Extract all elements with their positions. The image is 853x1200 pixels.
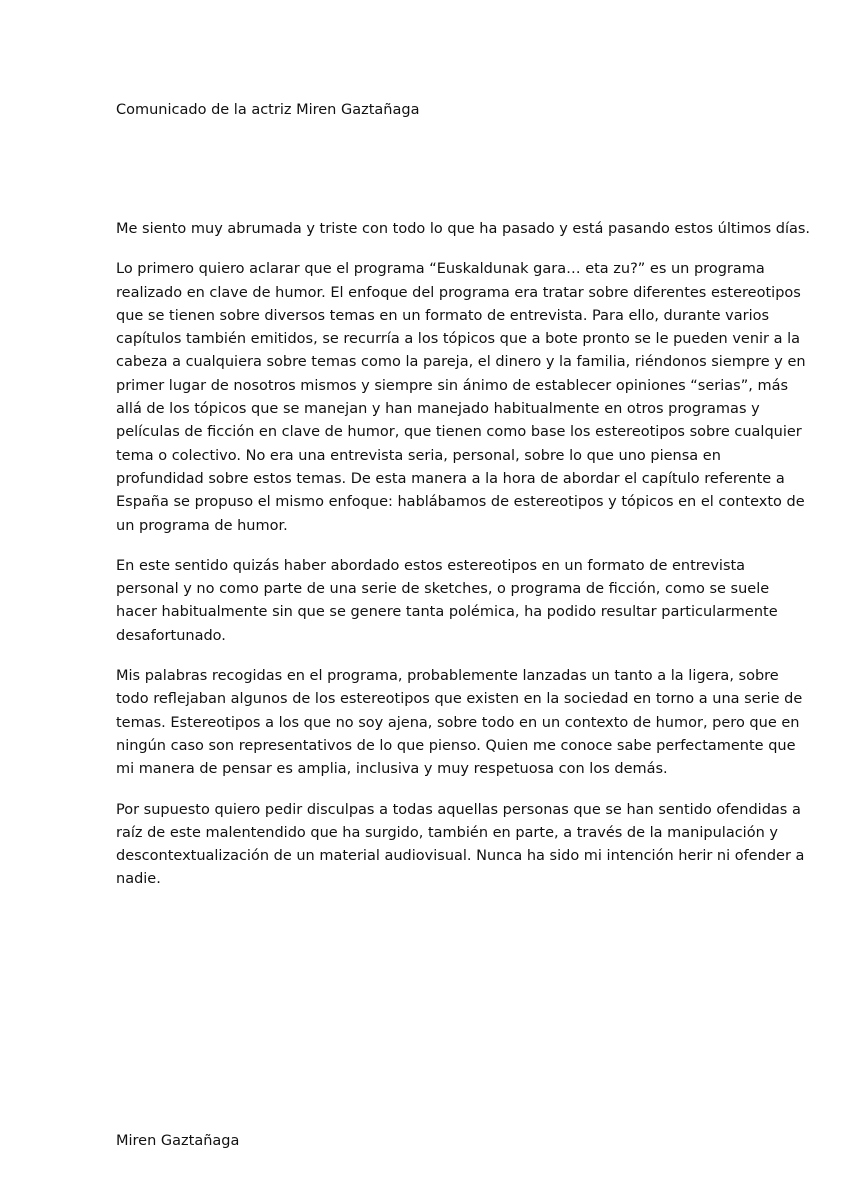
text-line: España se propuso el mismo enfoque: hablábamos de estereotipos y tópicos en el contexto de <box>116 494 805 511</box>
text-line: temas. Estereotipos a los que no soy ajena, sobre todo en un contexto de humor, pero que en <box>116 714 800 731</box>
text-line: raíz de este malentendido que ha surgido, también en parte, a través de la manipulación y <box>116 824 778 841</box>
text-line: cabeza a cualquiera sobre temas como la pareja, el dinero y la familia, riéndonos siempre y en <box>116 354 806 371</box>
document-title: Comunicado de la actriz Miren Gaztañaga <box>116 102 420 118</box>
text-line: tema o colectivo. No era una entrevista seria, personal, sobre lo que uno piensa en <box>116 447 721 464</box>
text-line: que se tienen sobre diversos temas en un formato de entrevista. Para ello, durante varios <box>116 307 770 324</box>
text-line: desafortunado. <box>116 627 226 644</box>
text-line: En este sentido quizás haber abordado estos estereotipos en un formato de entrevista <box>116 557 746 574</box>
paragraph <box>116 665 803 781</box>
text-line: Mis palabras recogidas en el programa, probablemente lanzadas un tanto a la ligera, sobre <box>116 668 779 685</box>
document-body <box>116 218 811 909</box>
text-line: ningún caso son representativos de lo que pienso. Quien me conoce sabe perfectamente que <box>116 737 796 754</box>
text-line: allá de los tópicos que se manejan y han manejado habitualmente en otros programas y <box>116 401 760 418</box>
paragraph <box>116 258 806 538</box>
text-line: primer lugar de nosotros mismos y siempre sin ánimo de establecer opiniones “serias”, más <box>116 377 789 394</box>
text-line: un programa de humor. <box>116 517 288 534</box>
text-line: personal y no como parte de una serie de sketches, o programa de ficción, como se suele <box>116 581 770 598</box>
paragraph <box>116 555 796 648</box>
paragraph <box>116 799 805 892</box>
text-line: descontextualización de un material audiovisual. Nunca ha sido mi intención herir ni ofender a <box>116 848 805 865</box>
text-line: hacer habitualmente sin que se genere tanta polémica, ha podido resultar particularmente <box>116 604 778 621</box>
text-line: todo reflejaban algunos de los estereotipos que existen en la sociedad en torno a una serie de <box>116 691 803 708</box>
paragraph <box>116 218 811 241</box>
text-line: capítulos también emitidos, se recurría a los tópicos que a bote pronto se le pueden venir a la <box>116 331 801 348</box>
text-line: Por supuesto quiero pedir disculpas a todas aquellas personas que se han sentido ofendidas a <box>116 801 801 818</box>
text-line: nadie. <box>116 871 161 888</box>
text-line: Me siento muy abrumada y triste con todo lo que ha pasado y está pasando estos últimos días. <box>116 221 811 237</box>
signature: Miren Gaztañaga <box>116 1133 240 1149</box>
text-line: películas de ficción en clave de humor, que tienen como base los estereotipos sobre cualquier <box>116 424 802 441</box>
text-line: mi manera de pensar es amplia, inclusiva y muy respetuosa con los demás. <box>116 761 668 778</box>
text-line: Lo primero quiero aclarar que el programa “Euskaldunak gara… eta zu?” es un programa <box>116 261 765 278</box>
text-line: profundidad sobre estos temas. De esta manera a la hora de abordar el capítulo referente a <box>116 470 785 487</box>
text-line: realizado en clave de humor. El enfoque del programa era tratar sobre diferentes estereotipos <box>116 284 801 301</box>
